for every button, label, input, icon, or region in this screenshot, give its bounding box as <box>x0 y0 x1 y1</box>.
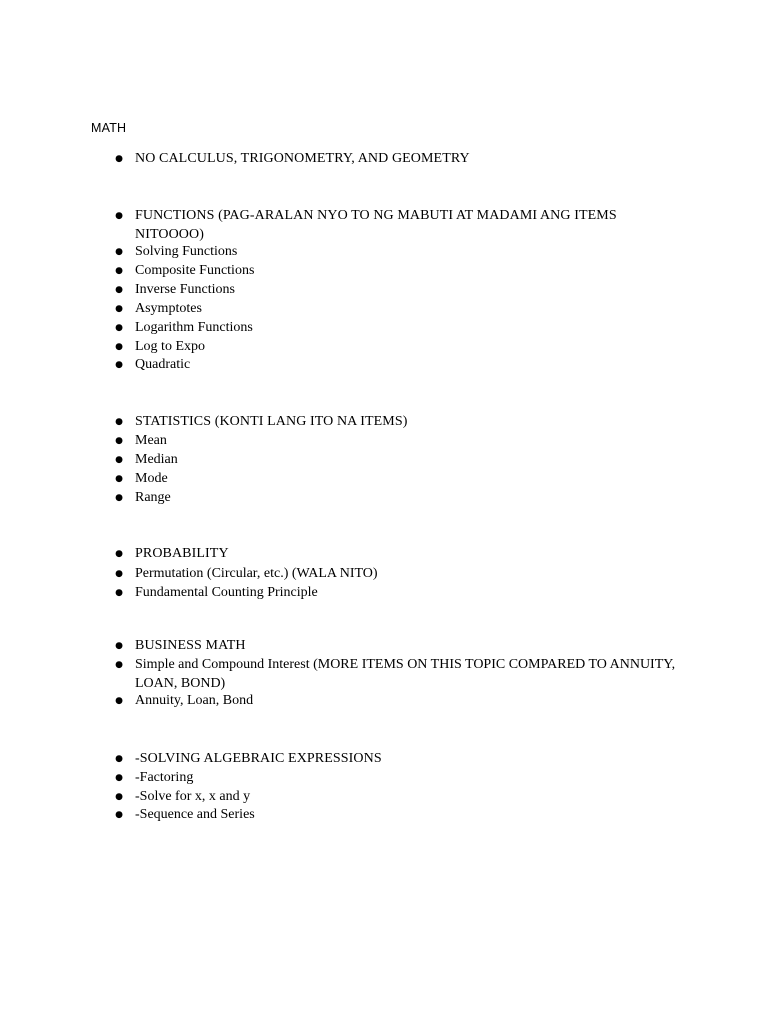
list-item-text: STATISTICS (KONTI LANG ITO NA ITEMS) <box>135 414 408 429</box>
list-item-text: Composite Functions <box>135 263 255 278</box>
list-item-text: Inverse Functions <box>135 282 235 297</box>
list-item-text: Range <box>135 490 171 505</box>
bullet-icon: ● <box>115 493 123 503</box>
bullet-icon: ● <box>115 792 123 802</box>
bullet-icon: ● <box>115 154 123 164</box>
document-heading: MATH <box>91 121 127 135</box>
list-item-text: Mode <box>135 471 168 486</box>
bullet-icon: ● <box>115 266 123 276</box>
bullet-icon: ● <box>115 754 123 764</box>
list-item-text: -SOLVING ALGEBRAIC EXPRESSIONS <box>135 751 382 766</box>
list-item-text: FUNCTIONS (PAG-ARALAN NYO TO NG MABUTI AT MADAMI ANG ITEMS NITOOOO) <box>135 208 617 242</box>
list-item-text: -Factoring <box>135 770 194 785</box>
bullet-icon: ● <box>115 641 123 651</box>
bullet-icon: ● <box>115 436 123 446</box>
list-item-text: Quadratic <box>135 357 191 372</box>
list-item-text: Solving Functions <box>135 244 238 259</box>
bullet-icon: ● <box>115 342 123 352</box>
bullet-icon: ● <box>115 323 123 333</box>
list-item-text: Fundamental Counting Principle <box>135 585 318 600</box>
bullet-icon: ● <box>115 455 123 465</box>
list-item-text: PROBABILITY <box>135 546 229 561</box>
list-item-text: Annuity, Loan, Bond <box>135 693 254 708</box>
list-item-text: Median <box>135 452 178 467</box>
bullet-icon: ● <box>115 285 123 295</box>
bullet-icon: ● <box>115 549 123 559</box>
bullet-icon: ● <box>115 773 123 783</box>
bullet-icon: ● <box>115 360 123 370</box>
list-item-text: Log to Expo <box>135 339 205 354</box>
bullet-icon: ● <box>115 660 123 670</box>
bullet-icon: ● <box>115 304 123 314</box>
list-item-text: BUSINESS MATH <box>135 638 246 653</box>
bullet-icon: ● <box>115 696 123 706</box>
list-item-text: NO CALCULUS, TRIGONOMETRY, AND GEOMETRY <box>135 151 470 166</box>
bullet-icon: ● <box>115 417 123 427</box>
list-item-text: Logarithm Functions <box>135 320 253 335</box>
list-item-text: -Sequence and Series <box>135 807 255 822</box>
bullet-icon: ● <box>115 474 123 484</box>
bullet-icon: ● <box>115 247 123 257</box>
bullet-icon: ● <box>115 588 123 598</box>
list-item-text: Permutation (Circular, etc.) (WALA NITO) <box>135 566 378 581</box>
list-item-text: Simple and Compound Interest (MORE ITEMS ON THIS TOPIC COMPARED TO ANNUITY, LOAN, BOND) <box>135 657 676 691</box>
list-item-text: -Solve for x, x and y <box>135 789 251 804</box>
bullet-icon: ● <box>115 810 123 820</box>
list-item-text: Asymptotes <box>135 301 202 316</box>
list-item-text: Mean <box>135 433 167 448</box>
bullet-icon: ● <box>115 211 123 221</box>
bullet-icon: ● <box>115 569 123 579</box>
